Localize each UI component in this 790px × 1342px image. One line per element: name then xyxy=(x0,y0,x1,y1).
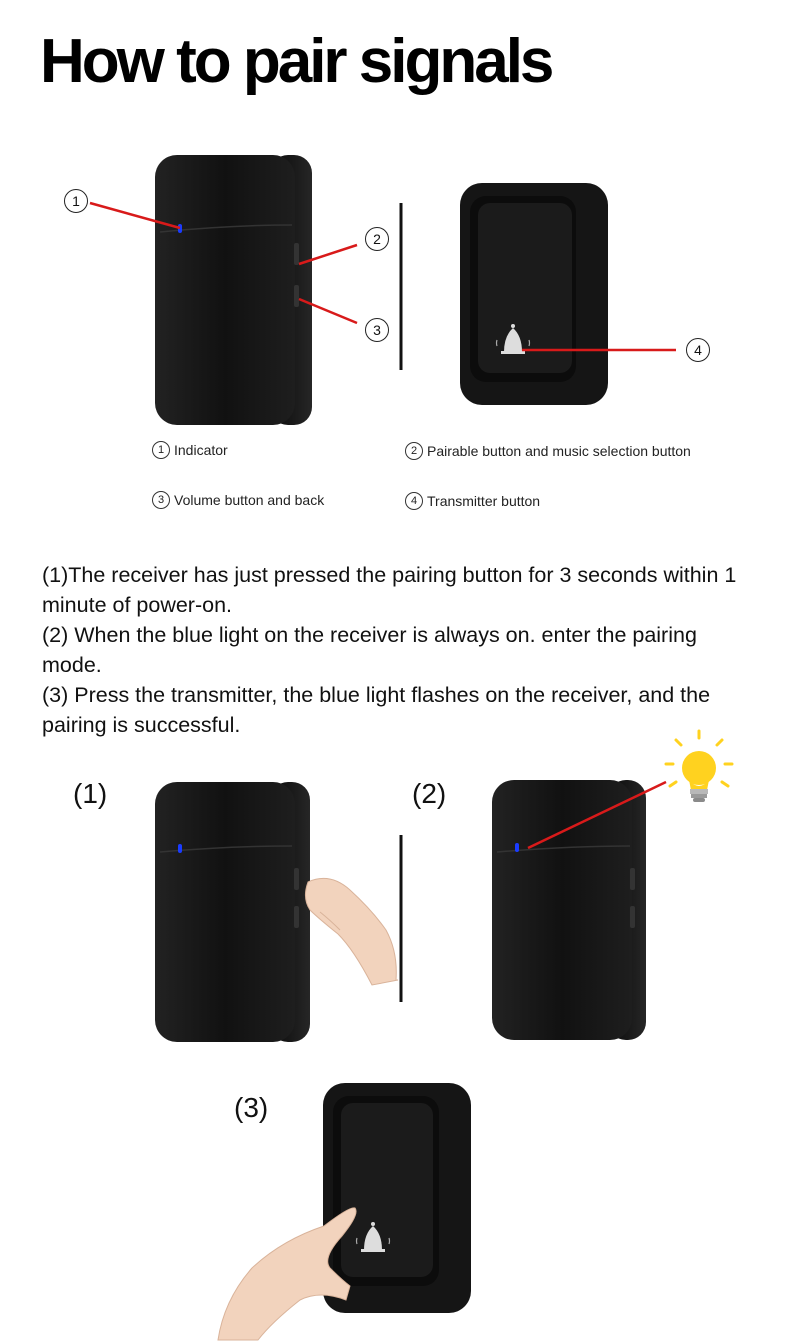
legend-indicator xyxy=(152,441,228,459)
pressing-hand-1 xyxy=(305,878,398,985)
step-label-3: (3) xyxy=(234,1092,269,1123)
legend-volume-button xyxy=(152,491,324,509)
legend-number: 1 xyxy=(152,441,170,459)
instruction-step-2: (2) When the blue light on the receiver is always on. enter the pairing mode. xyxy=(42,623,697,677)
light-bulb-icon xyxy=(666,731,732,802)
instruction-step-1: (1)The receiver has just pressed the pairing button for 3 seconds within 1 minute of power-on. xyxy=(42,563,737,617)
transmitter-device xyxy=(460,183,608,405)
legend-number: 3 xyxy=(152,491,170,509)
legend-pairable-button xyxy=(405,442,691,460)
step-label-1: (1) xyxy=(73,778,108,809)
legend-transmitter-button xyxy=(405,492,540,510)
callout-2: 2 xyxy=(365,227,389,251)
instructions xyxy=(42,560,742,740)
legend-text: Indicator xyxy=(174,442,228,458)
legend-number: 4 xyxy=(405,492,423,510)
legend-number: 2 xyxy=(405,442,423,460)
pressing-hand-3 xyxy=(218,1208,356,1340)
page-title: How to pair signals xyxy=(40,27,552,96)
instruction-step-3: (3) Press the transmitter, the blue light flashes on the receiver, and the pairing is successful. xyxy=(42,683,711,737)
legend-text: Transmitter button xyxy=(427,493,541,509)
step-label-2: (2) xyxy=(412,778,447,809)
callout-4: 4 xyxy=(686,338,710,362)
receiver-step2 xyxy=(492,780,646,1040)
legend-text: Pairable button and music selection button xyxy=(427,443,691,459)
receiver-step1 xyxy=(155,782,310,1042)
transmitter-step3 xyxy=(323,1083,471,1313)
receiver-device xyxy=(155,155,312,425)
callout-1: 1 xyxy=(64,189,88,213)
legend-text: Volume button and back xyxy=(174,492,325,508)
callout-3: 3 xyxy=(365,318,389,342)
